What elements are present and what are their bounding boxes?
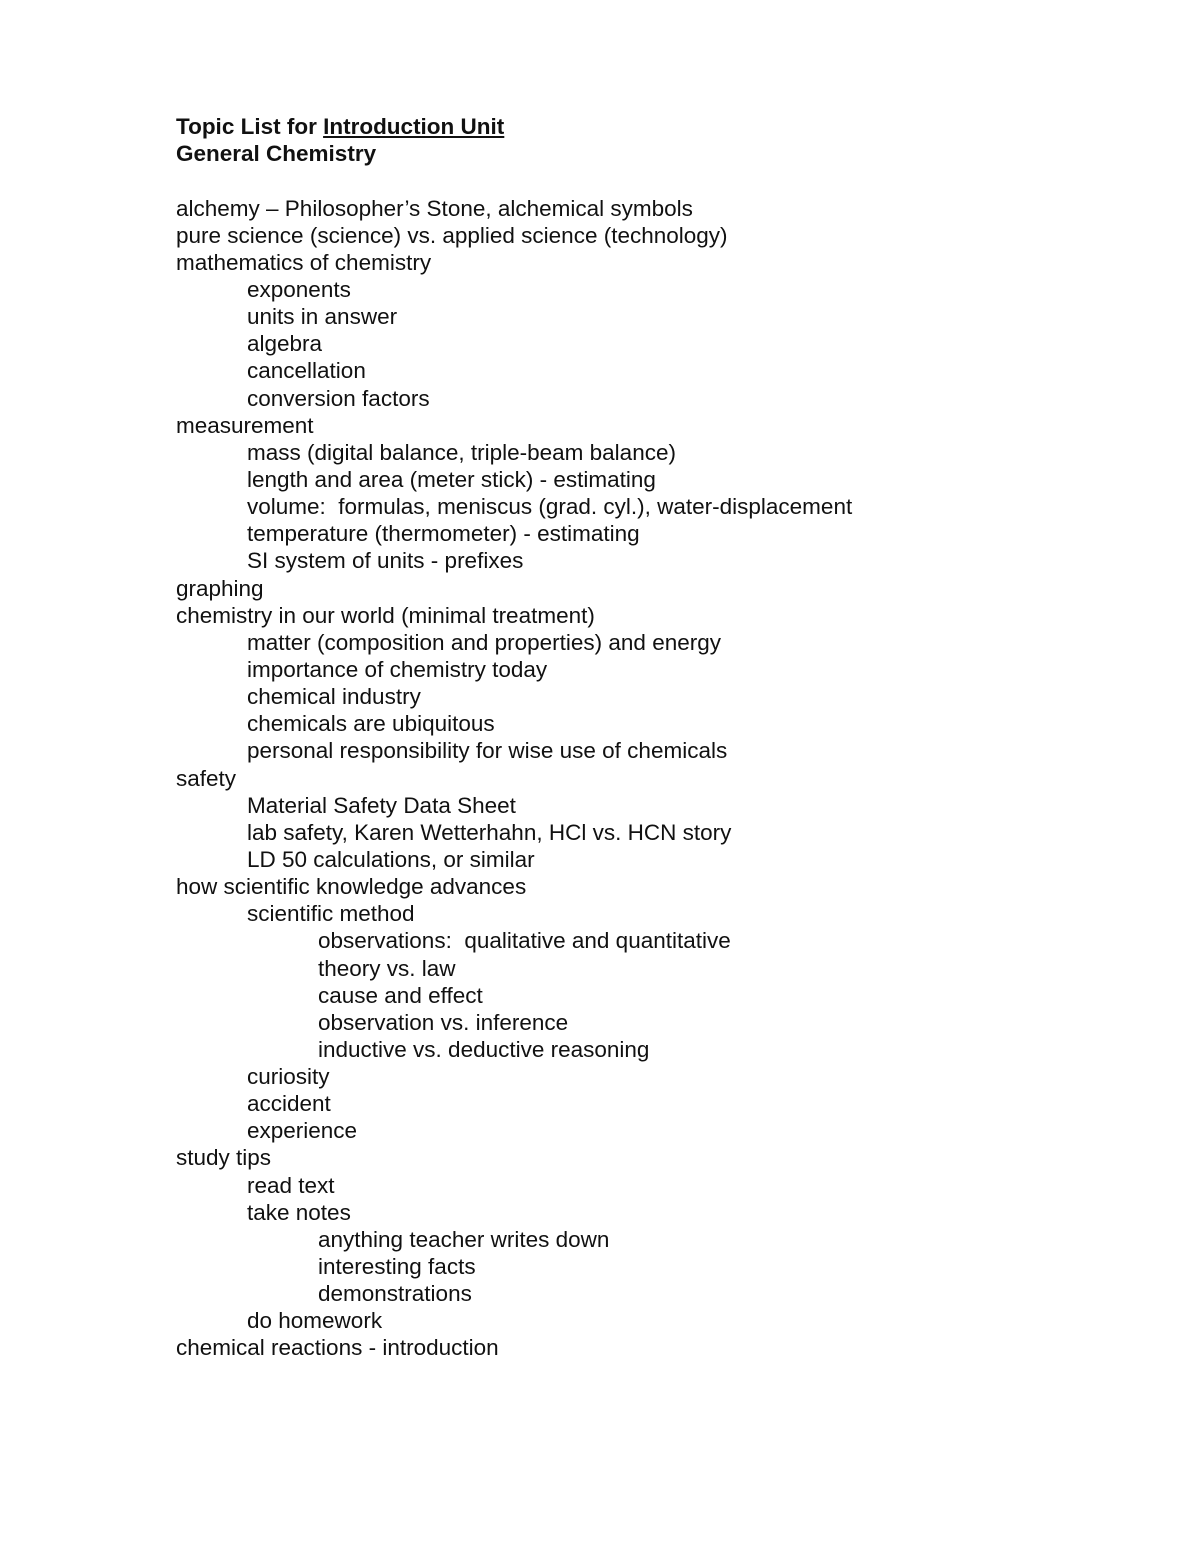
subtopic-item: experience [247,1118,358,1144]
subtopic-item: scientific method [247,901,415,927]
subtopic-item: volume: formulas, meniscus (grad. cyl.), water-displacement [247,494,853,520]
topic-item: graphing [176,575,264,601]
topic-item: mathematics of chemistry [176,249,432,275]
subtopic-item: personal responsibility for wise use of chemicals [247,738,728,764]
sub-subtopic-item: cause and effect [318,982,483,1008]
document-title [176,113,1136,140]
document-content [176,113,1136,1362]
topic-item: safety [176,765,237,791]
sub-subtopic-item: demonstrations [318,1281,472,1307]
subtopic-item: take notes [247,1199,351,1225]
subtopic-item: algebra [247,331,323,357]
sub-subtopic-item: observation vs. inference [318,1009,569,1035]
subtopic-item: chemicals are ubiquitous [247,711,495,737]
subtopic-item: read text [247,1172,335,1198]
subtopic-item: curiosity [247,1064,330,1090]
title-prefix: Topic List for [176,114,324,139]
document-subtitle: General Chemistry [176,141,377,167]
subtopic-item: do homework [247,1308,383,1334]
subtopic-item: mass (digital balance, triple-beam balance) [247,439,676,465]
subtopic-item: length and area (meter stick) - estimating [247,466,656,492]
subtopic-item: temperature (thermometer) - estimating [247,521,640,547]
subtopic-item: exponents [247,276,351,302]
subtopic-item: importance of chemistry today [247,656,548,682]
subtopic-item: cancellation [247,358,366,384]
subtopic-item: units in answer [247,304,398,330]
topic-item: study tips [176,1145,272,1171]
sub-subtopic-item: interesting facts [318,1254,476,1280]
subtopic-item: lab safety, Karen Wetterhahn, HCl vs. HCN story [247,819,732,845]
sub-subtopic-item: observations: qualitative and quantitative [318,928,731,954]
subtopic-item: chemical industry [247,684,421,710]
subtopic-item: SI system of units - prefixes [247,548,524,574]
blank-line [176,167,1136,194]
title-unit: Introduction Unit [323,114,505,139]
topic-item: measurement [176,412,314,438]
subtopic-item: matter (composition and properties) and energy [247,629,721,655]
topic-item: pure science (science) vs. applied science (technology) [176,222,728,248]
topic-item: chemical reactions - introduction [176,1335,499,1361]
subtopic-item: Material Safety Data Sheet [247,792,516,818]
topic-item: alchemy – Philosopher’s Stone, alchemical symbols [176,195,693,221]
sub-subtopic-item: theory vs. law [318,955,456,981]
topic-item: how scientific knowledge advances [176,874,527,900]
sub-subtopic-item: anything teacher writes down [318,1226,610,1252]
topic-list [176,195,1136,1362]
subtopic-item: accident [247,1091,331,1117]
subtopic-item: LD 50 calculations, or similar [247,846,535,872]
subtopic-item: conversion factors [247,385,430,411]
topic-item: chemistry in our world (minimal treatment) [176,602,595,628]
sub-subtopic-item: inductive vs. deductive reasoning [318,1036,650,1062]
